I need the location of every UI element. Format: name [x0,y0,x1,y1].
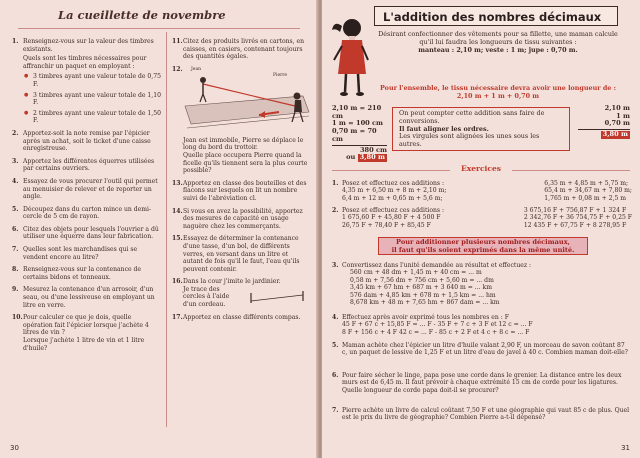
exercise-number: 3. [332,262,339,269]
exercise-3 [332,262,632,306]
exercise-7 [332,407,632,422]
page-number-left: 30 [10,444,19,452]
list-item [12,246,162,261]
exercise-line: 12 435 F + 67,75 F + 8 278,95 F [523,221,627,229]
calc-line: 1 m [616,111,630,120]
calc-line: 1 m = 100 cm [332,119,384,128]
item-number: 16. [172,278,183,286]
exercise-line: 45 F + 67 c + 15,85 F = ... F - 35 F + 7 c + 3 F et 12 c = ... F [342,321,533,329]
item-number: 8. [12,266,19,274]
header-rule [332,170,450,171]
list-item [172,235,310,273]
item-text: Apportez-soit la note remise par l'épicier après un achat, soit le ticket d'une caisse enregistreuse. [23,129,151,153]
exercise-5 [332,342,632,357]
item-text: Renseignez-vous sur la valeur des timbres existants. [23,38,154,53]
exercise-1 [332,180,632,202]
sidewalk-illustration [183,66,310,132]
intro-paragraph: Désirant confectionner des vêtements pour sa fillette, une maman calcule qu'il lui faudra les longueurs de tissu suivantes : [378,30,618,47]
question-text: Pour l'ensemble, le tissu nécessaire devra avoir une longueur de : 2,10 m + 1 m + 0,70 m [380,84,616,100]
decimal-calc [578,105,630,139]
item-number: 5. [12,205,19,213]
jean-label: Jean [191,66,202,72]
left-column-2 [172,38,310,326]
list-item [12,266,162,281]
item-subtext: Je trace des cercles à l'aide d'un cordeau. [183,285,230,309]
exercise-line: 576 dam + 4,85 km + 678 m + 1,5 km = ... hm [350,291,496,299]
method-box [392,107,570,151]
item-number: 6. [12,225,19,233]
item-text: Apportez en classe des bouteilles et des flacons sur lesquels on lit un nombre suivi de l'abréviation cl. [183,179,307,202]
exercises-header [332,164,630,176]
exercises-title: Exercices [452,164,510,173]
method-rule: Il faut aligner les ordres. [399,124,489,133]
title-box [374,6,618,26]
header-rule [512,170,630,171]
item-number: 2. [12,129,19,137]
bullet-item: ● 3 timbres ayant une valeur totale de 0,75 F. [23,73,162,88]
exercise-line: 3 675,16 F + 756,87 F + 1 324 F [523,207,627,214]
exercise-line: 65,4 m + 34,67 m + 7,80 m; [544,187,632,195]
list-item [12,206,162,221]
list-item [172,38,310,61]
item-text: Citez des produits livrés en cartons, en caisses, en casiers, contenant toujours des quantités égales. [183,38,305,61]
exercise-label: Effectuez après avoir exprimé tous les nombres en : F [342,314,509,321]
left-column-1 [12,38,162,357]
pierre-label: Pierre [273,72,288,78]
exercise-line: 8,678 km + 48 m + 7,65 hm + 867 dam = ... km [350,299,500,307]
list-item [172,66,310,132]
calc-total: 380 cm [332,145,387,155]
exercise-text: Pierre achète un livre de calcul coûtant 7,50 F et une géographie qui vaut 85 c de plus. Quel est le prix du livre de géographie? Combien Pierre a-t-il dépensé? [342,407,630,422]
item-number: 7. [12,246,19,254]
item-number: 3. [12,157,19,165]
item-number: 13. [172,179,183,187]
list-item [12,226,162,241]
item-text: Découpez dans du carton mince un demi-cercle de 5 cm de rayon. [23,205,152,221]
exercise-number: 7. [332,407,339,414]
item-text: Jean est immobile, Pierre se déplace le long du bord du trottoir. [183,136,304,152]
exercise-line: 4,35 m + 6,50 m + 8 m + 2,10 m; [342,187,447,195]
exercise-number: 1. [332,180,339,187]
rule-line: Pour additionner plusieurs nombres décimaux, [396,238,570,246]
item-text: Dans la cour j'imite le jardinier. [183,278,281,286]
bullet-item: ● 3 timbres ayant une valeur totale de 1,10 F. [23,92,162,107]
item-subtext: Quels sont les timbres nécessaires pour affranchir un paquet en employant : [23,55,147,70]
item-text: Essayez de déterminer la contenance d'une tasse, d'un bol, de différents verres, en versant dans un litre et autant de fois qu'il le faut, l'eau qu'ils peuvent contenir. [183,235,300,273]
exercise-line: 6,35 m + 4,85 m + 5,75 m; [544,180,629,187]
list-item [12,158,162,173]
item-number: 1. [12,38,19,45]
rule-box [378,237,588,255]
exercise-line: 1 675,60 F + 45,80 F + 4 500 F [342,214,441,222]
exercise-text: Maman achète chez l'épicier un litre d'huile valant 2,90 F, un morceau de savon coûtant 87 c, un paquet de lessive de 1,25 F et un litre d'eau de javel à 40 c. Combien maman doit-elle? [342,342,628,357]
list-item [172,278,310,308]
title-rule [18,28,300,29]
conversion-calc [332,105,387,162]
item-number: 10. [12,314,23,322]
exercise-line: 6,4 m + 12 m + 0,65 m + 5,6 m; [342,194,443,202]
exercise-line: 2 342,76 F + 36 754,75 F + 0,25 F [523,214,632,222]
exercise-line: 0,58 m + 7,56 dm + 756 cm + 5,60 m = ... dm [350,276,494,284]
item-number: 11. [172,38,183,45]
list-item [172,137,310,175]
exercise-number: 4. [332,314,339,321]
item-text: Mesurez la contenance d'un arrosoir, d'un seau, ou d'une lessiveuse en employant un litre en verre. [23,286,155,309]
exercise-text: Pour faire sécher le linge, papa pose une corde dans le grenier. La distance entre les deux murs est de 6,45 m. Il faut prévoir à chaque extrémité 15 cm de corde pour les ligatures. Quelle longueur de corde papa doit-il se procurer? [342,372,622,394]
calc-line: 0,70 m = 70 cm [332,127,377,143]
item-number: 4. [12,177,19,185]
intro-text [372,30,624,55]
calc-or: ou [346,153,356,162]
jean-pierre-figure [183,66,311,132]
item-number: 9. [12,286,19,294]
item-text: Citez des objets pour lesquels l'ouvrier a dû utiliser une équerre dans leur fabrication. [23,225,159,241]
exercise-line: 26,75 F + 78,40 F + 85,45 F [342,221,431,229]
exercise-4 [332,314,632,336]
left-page [0,0,318,458]
bullet-item: ● 2 timbres ayant une valeur totale de 1,50 F. [23,110,162,125]
method-line: Les virgules sont alignées les unes sous les autres. [399,132,540,149]
item-number: 12. [172,65,183,73]
exercise-line: 3,45 km + 67 hm + 687 m + 3 640 m = ... km [350,284,493,292]
item-text: Apportez en classe différents compas. [183,313,301,321]
list-item [172,208,310,231]
item-text: Si vous en avez la possibilité, apportez des mesures de capacité en usage naguère chez les commerçants. [183,207,303,230]
calc-line: 2,10 m [604,104,630,112]
list-item [12,130,162,153]
exercise-label: Convertissez dans l'unité demandée au résultat et effectuez : [342,262,532,269]
calc-result: 3,80 m [359,153,385,162]
rule-line: il faut qu'ils soient exprimés dans la même unité. [391,246,575,254]
cordeau-icon [247,289,307,305]
list-item [12,38,162,125]
exercise-line: 1,765 m + 0,08 m + 2,5 m [544,194,627,202]
girl-illustration [328,16,372,98]
item-number: 15. [172,235,183,243]
list-item [172,314,310,322]
right-page [322,0,640,458]
page-number-right: 31 [621,444,630,452]
item-subtext: Quelle place occupera Pierre quand la ficelle qu'ils tiennent sera la plus courte possible? [183,151,308,175]
item-text: Pour calculer ce que je dois, quelle opération fait l'épicier lorsque j'achète 4 litres de vin ? [23,314,149,337]
item-text: Essayez de vous procurer l'outil qui permet au menuisier de relever et de reporter un angle. [23,177,158,201]
calc-line: 2,10 m = 210 cm [332,104,382,120]
exercise-number: 6. [332,372,339,379]
list-item [12,178,162,201]
calc-line: 0,70 m [604,119,630,128]
exercise-line: 8 F + 156 c + 4 F 42 c = ... F - 85 c + 2 F et 4 c + 8 c = ... F [342,328,530,336]
list-item [12,286,162,309]
exercise-number: 2. [332,207,339,214]
item-subtext: Lorsque j'achète 1 litre de vin et 1 litre d'huile? [23,337,145,352]
exercise-2 [332,207,632,229]
exercise-label: Posez et effectuez ces additions : [342,180,445,187]
exercise-6 [332,372,632,394]
exercise-number: 5. [332,342,339,349]
item-text: Apportez les différentes équerres utilisées par certains ouvriers. [23,157,155,173]
item-text: Quelles sont les marchandises qui se vendent encore au litre? [23,246,138,261]
exercise-label: Posez et effectuez ces additions : [342,207,445,214]
list-item [12,314,162,352]
right-page-title: L'addition des nombres décimaux [383,10,602,24]
item-number: 17. [172,313,183,321]
calc-result: 3,80 m [602,130,628,139]
item-number: 14. [172,207,183,215]
fabric-lengths: manteau : 2,10 m; veste : 1 m; jupe : 0,70 m. [418,46,578,55]
list-item [172,180,310,203]
method-line: On peut compter cette addition sans faire de conversions. [399,109,545,125]
exercise-line: 560 cm + 48 dm + 1,45 m + 40 cm = ... m [350,269,482,277]
column-divider [166,32,167,427]
item-text: Renseignez-vous sur la contenance de certains bidons et tonneaux. [23,266,142,281]
left-page-title: La cueillette de novembre [58,8,226,22]
